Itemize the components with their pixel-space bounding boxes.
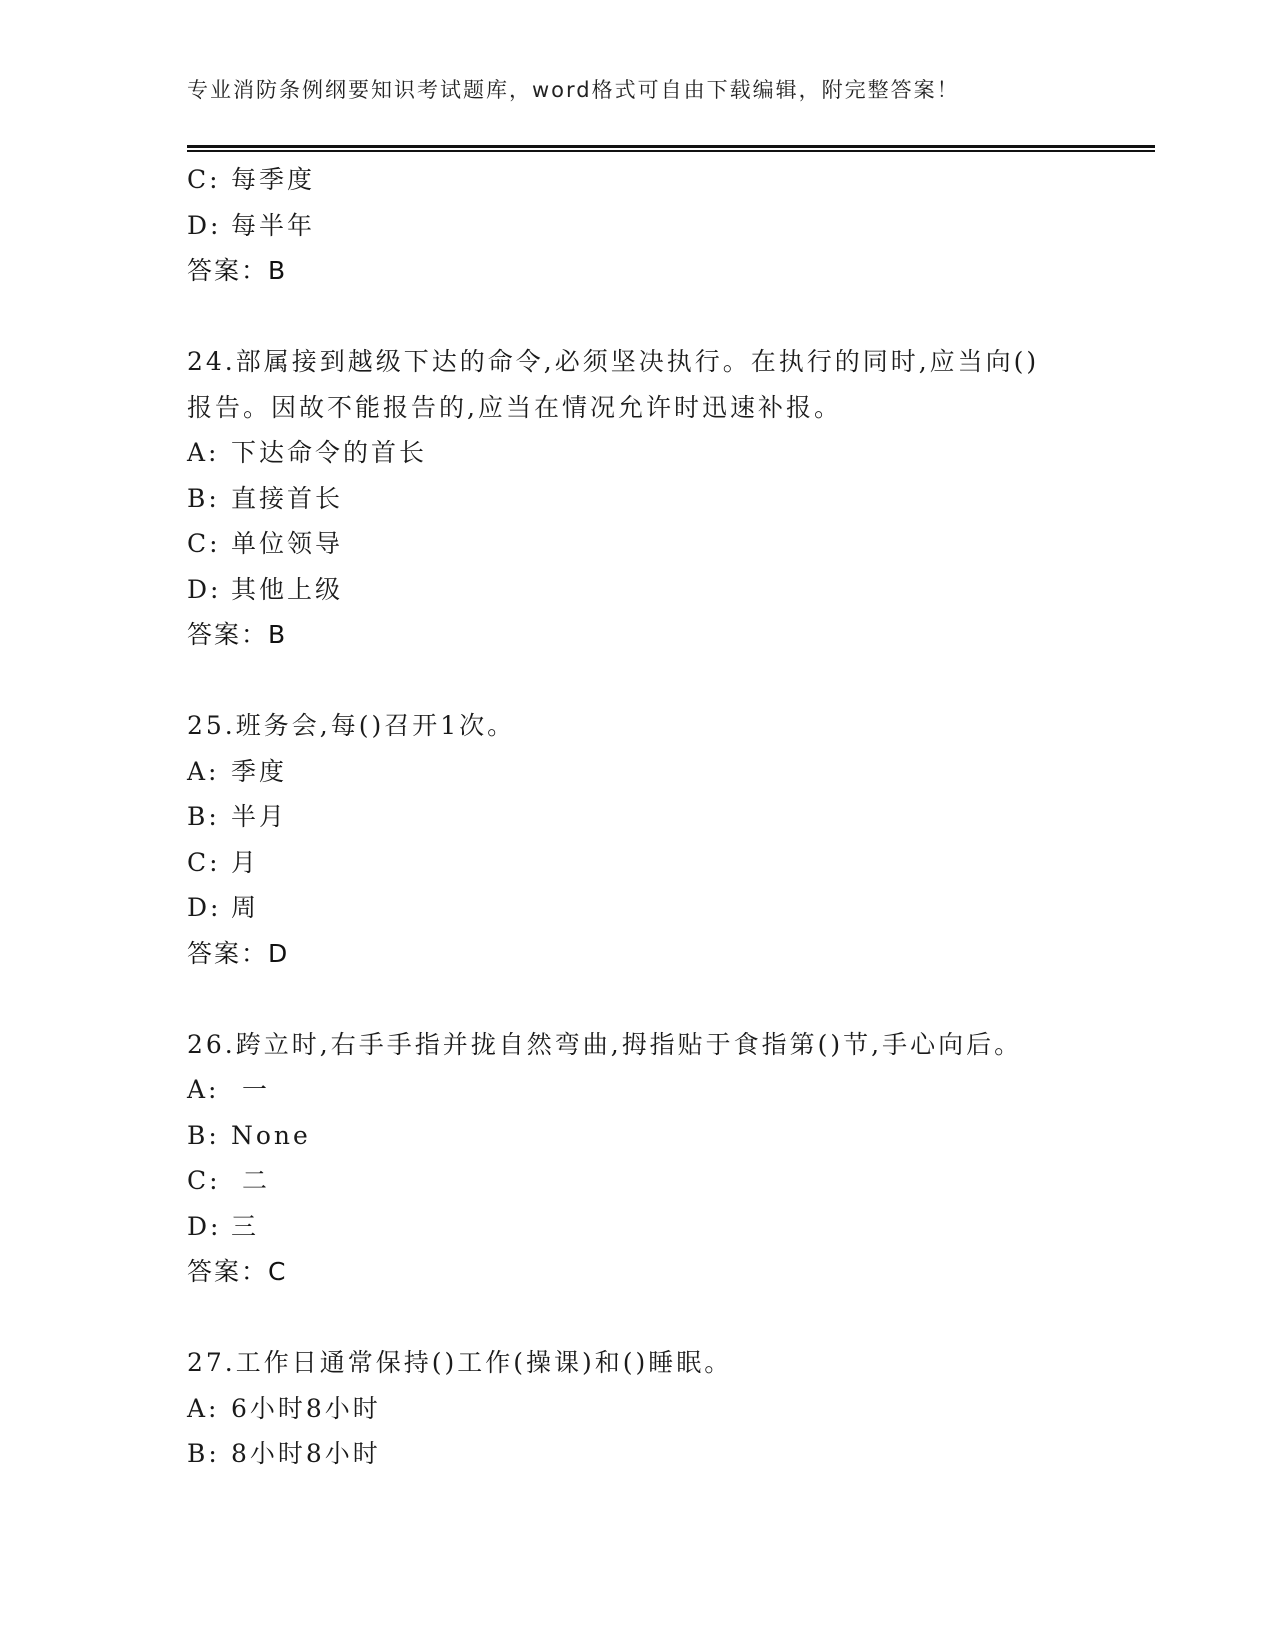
option-text: 每半年 [231, 210, 316, 240]
option-text: 周 [231, 893, 260, 922]
question-stem: 报告。因故不能报告的,应当在情况允许时迅速补报。 [187, 392, 842, 422]
spacer [187, 1295, 1155, 1341]
option-line [187, 567, 1155, 613]
question-list [187, 157, 1155, 1477]
option-line [187, 157, 1155, 203]
option-line [187, 1067, 1155, 1113]
option-letter: D: [187, 210, 222, 240]
option-text: 月 [231, 847, 260, 877]
answer-line: 答案：B [187, 256, 288, 285]
option-letter: C: [187, 165, 221, 194]
option-letter: D: [187, 1211, 222, 1241]
option-letter: C: [187, 847, 221, 877]
option-line [187, 1204, 1155, 1250]
option-letter: A: [187, 756, 220, 786]
option-line [187, 794, 1155, 840]
option-text: 单位领导 [231, 529, 344, 558]
header-rule-thin [187, 150, 1155, 152]
header-rule-thick [187, 145, 1155, 148]
spacer [187, 294, 1155, 340]
question-stem: 25.班务会,每()召开1次。 [187, 711, 516, 740]
spacer [187, 658, 1155, 704]
option-line [187, 1431, 1155, 1477]
question-stem: 27.工作日通常保持()工作(操课)和()睡眠。 [187, 1348, 733, 1377]
option-text: 6小时8小时 [231, 1393, 381, 1423]
option-text: 其他上级 [231, 574, 344, 604]
option-text: 直接首长 [231, 483, 344, 513]
option-letter: B: [187, 483, 220, 513]
answer-line: 答案：D [187, 938, 290, 968]
option-letter: D: [187, 574, 222, 604]
option-letter: B: [187, 802, 220, 831]
option-line [187, 203, 1155, 249]
page-header: 专业消防条例纲要知识考试题库，word格式可自由下载编辑，附完整答案！ [187, 78, 960, 102]
question-stem: 26.跨立时,右手手指并拢自然弯曲,拇指贴于食指第()节,手心向后。 [187, 1029, 1023, 1059]
option-letter: B: [187, 1120, 220, 1150]
option-text: 下达命令的首长 [231, 438, 428, 467]
option-line [187, 1386, 1155, 1432]
answer-line: 答案：B [187, 620, 288, 649]
option-letter: A: [187, 1075, 220, 1104]
option-letter: D: [187, 893, 222, 922]
option-line [187, 430, 1155, 476]
option-text: None [231, 1120, 311, 1150]
option-text: 半月 [231, 802, 288, 831]
option-letter: C: [187, 529, 221, 558]
option-letter: A: [187, 1393, 220, 1423]
option-text: 每季度 [231, 165, 316, 194]
option-line [187, 1158, 1155, 1204]
spacer [187, 976, 1155, 1022]
option-text: 季度 [231, 756, 288, 786]
option-line [187, 476, 1155, 522]
option-letter: B: [187, 1439, 220, 1468]
option-text: 8小时8小时 [231, 1439, 381, 1468]
option-line [187, 521, 1155, 567]
option-letter: A: [187, 438, 220, 467]
option-line [187, 1113, 1155, 1159]
question-stem: 24.部属接到越级下达的命令,必须坚决执行。在执行的同时,应当向() [187, 347, 1040, 376]
option-letter: C: [187, 1166, 221, 1195]
answer-line: 答案：C [187, 1257, 288, 1286]
option-text: 三 [231, 1211, 260, 1241]
option-text: 二 [231, 1166, 270, 1195]
option-line [187, 885, 1155, 931]
option-line [187, 840, 1155, 886]
option-line [187, 749, 1155, 795]
option-text: 一 [231, 1075, 270, 1104]
